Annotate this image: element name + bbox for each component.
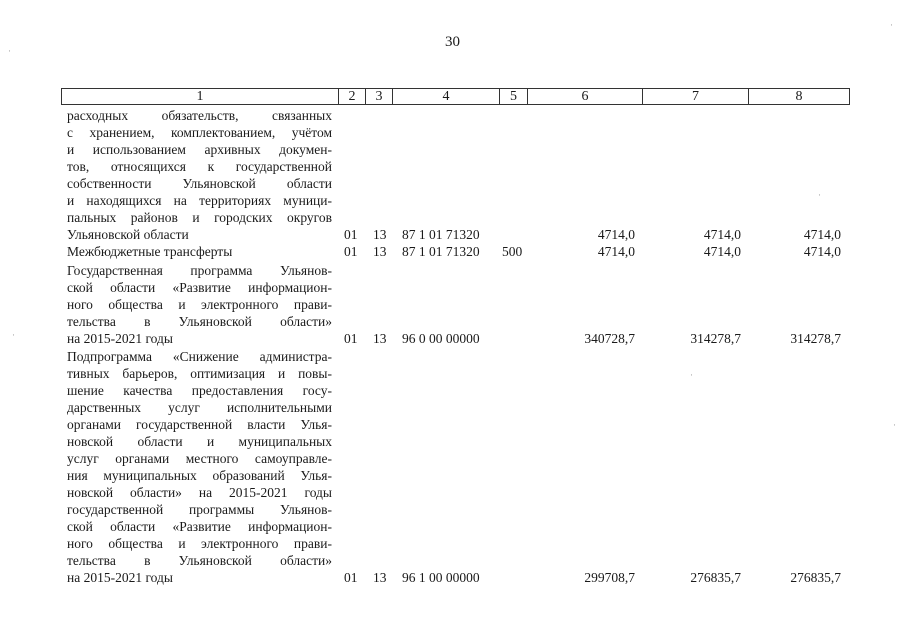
column-header-5: 5 [500,89,528,105]
cell-amount-col6: 4714,0 [597,227,635,242]
cell-section: 01 [344,570,358,585]
description-line: государственной программы Ульянов- [67,502,332,517]
cell-amount-col8: 4714,0 [803,244,841,259]
description-line: расходных обязательств, связанных [67,108,332,123]
cell-amount-col6: 4714,0 [597,244,635,259]
description-line: на 2015-2021 годы [67,331,173,346]
description-line: органами государственной власти Улья- [67,417,332,432]
description-line: дарственных услуг исполнительными [67,400,332,415]
description-line: с хранением, комплектованием, учётом [67,125,332,140]
row-description [67,348,332,586]
description-line: новской области» на 2015-2021 годы [67,485,332,500]
page-number: 30 [445,34,460,50]
description-line: шение качества предоставления госу- [67,383,332,398]
cell-section: 01 [344,244,358,259]
description-line: тов, относящихся к государственной [67,159,332,174]
cell-target-article: 87 1 01 71320 [402,227,480,242]
description-line: Подпрограмма «Снижение администра- [67,349,332,364]
description-line: и использованием архивных докумен- [67,142,332,157]
scan-speck: · [893,420,896,430]
cell-target-article: 96 1 00 00000 [402,570,480,585]
description-line: Государственная программа Ульянов- [67,263,332,278]
column-header-6: 6 [528,89,643,105]
cell-target-article: 96 0 00 00000 [402,331,480,346]
description-line: услуг органами местного самоуправле- [67,451,332,466]
cell-subsection: 13 [373,227,387,242]
cell-amount-col6: 299708,7 [584,570,635,585]
description-line: ного общества и электронного прави- [67,297,332,312]
description-line: Межбюджетные трансферты [67,244,233,259]
column-header-2: 2 [339,89,366,105]
cell-amount-col7: 4714,0 [703,227,741,242]
description-line: ния муниципальных образований Улья- [67,468,332,483]
row-description [67,107,332,243]
description-line: тельства в Ульяновской области» [67,553,332,568]
description-line: и находящихся на территориях муници- [67,193,332,208]
description-line: ской области «Развитие информацион- [67,519,332,534]
cell-section: 01 [344,227,358,242]
cell-subsection: 13 [373,244,387,259]
column-header-3: 3 [366,89,393,105]
description-line: ской области «Развитие информацион- [67,280,332,295]
column-header-8: 8 [749,89,850,105]
description-line: ного общества и электронного прави- [67,536,332,551]
cell-section: 01 [344,331,358,346]
description-line: на 2015-2021 годы [67,570,173,585]
scan-speck: · [818,190,821,200]
cell-target-article: 87 1 01 71320 [402,244,480,259]
cell-amount-col8: 314278,7 [790,331,841,346]
column-header-1: 1 [62,89,339,105]
row-description [67,262,332,347]
column-header-4: 4 [393,89,500,105]
cell-amount-col8: 276835,7 [790,570,841,585]
cell-amount-col7: 4714,0 [703,244,741,259]
cell-subsection: 13 [373,570,387,585]
cell-amount-col7: 314278,7 [690,331,741,346]
cell-expense-type: 500 [502,244,523,259]
scan-speck: · [690,370,693,380]
column-header-table [61,88,850,105]
scan-speck: · [8,46,11,56]
scan-speck: · [12,330,15,340]
row-description [67,243,332,260]
cell-amount-col6: 340728,7 [584,331,635,346]
description-line: Ульяновской области [67,227,189,242]
description-line: собственности Ульяновской области [67,176,332,191]
column-header-7: 7 [643,89,749,105]
cell-amount-col8: 4714,0 [803,227,841,242]
description-line: пальных районов и городских округов [67,210,332,225]
scan-speck: · [890,20,893,30]
cell-amount-col7: 276835,7 [690,570,741,585]
description-line: тельства в Ульяновской области» [67,314,332,329]
cell-subsection: 13 [373,331,387,346]
description-line: новской области и муниципальных [67,434,332,449]
description-line: тивных барьеров, оптимизация и повы- [67,366,332,381]
